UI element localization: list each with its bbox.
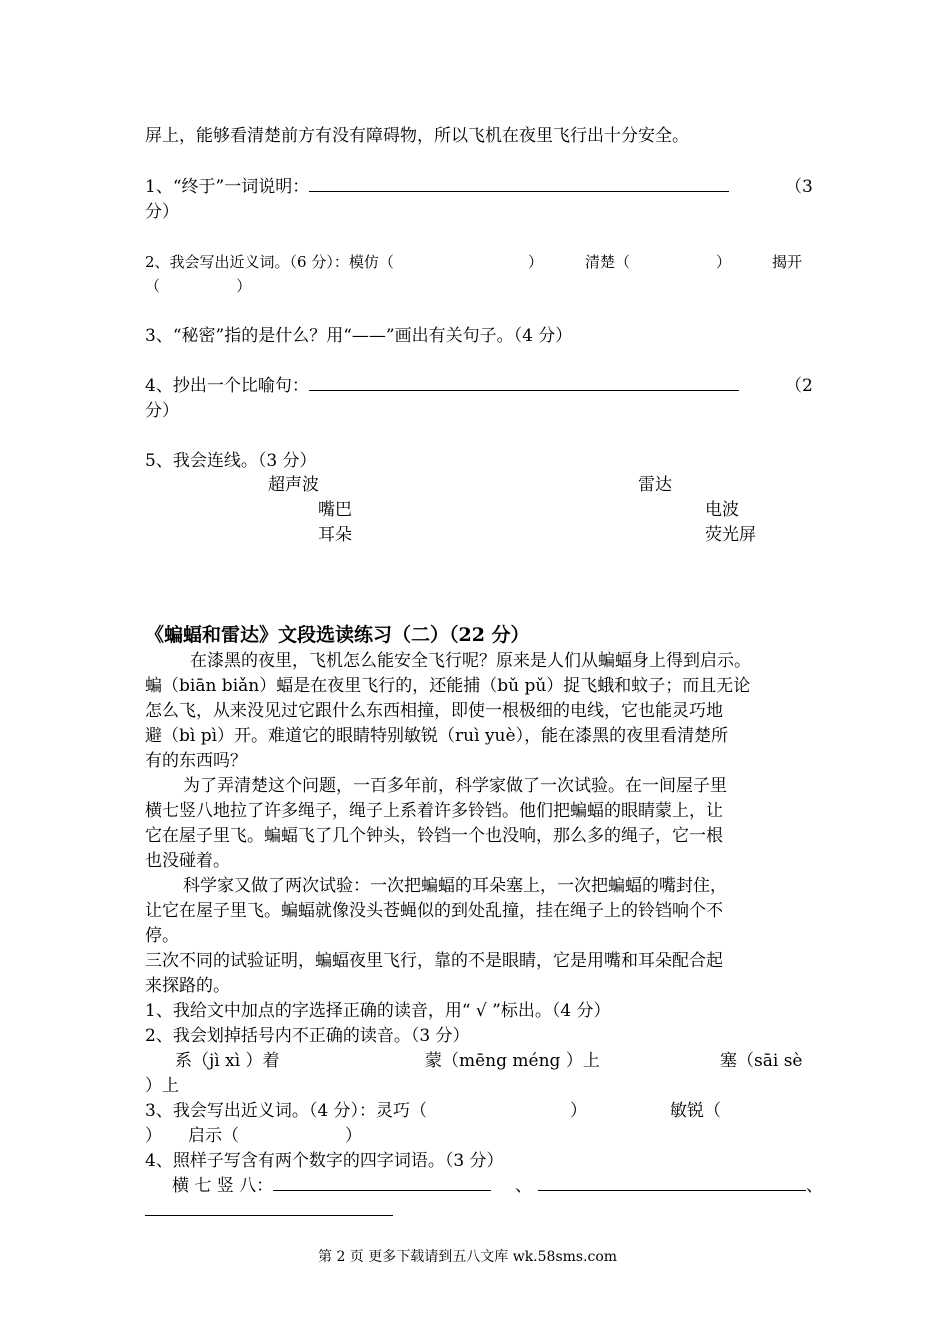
match-left-2[interactable]: 嘴巴	[318, 500, 352, 520]
para-line-11: 让它在屋子里飞。蝙蝠就像没头苍蝇似的到处乱撞，挂在绳子上的铃铛响个不	[145, 901, 723, 921]
p2-q4-blank-3[interactable]	[145, 1201, 393, 1216]
p1-q4	[145, 375, 739, 397]
match-left-3[interactable]: 耳朵	[318, 525, 352, 545]
p1-q2-line2: （ ）	[145, 277, 252, 295]
p1-q4-blank[interactable]	[309, 376, 739, 391]
p2-q4-example	[172, 1175, 491, 1197]
p2-q3-close1: ）	[570, 1101, 587, 1121]
match-right-2[interactable]: 电波	[705, 500, 739, 520]
p1-q2-close1: ）	[528, 253, 544, 271]
p2-q4-sep-1: 、	[515, 1176, 532, 1196]
para-line-10: 科学家又做了两次试验：一次把蝙蝠的耳朵塞上，一次把蝙蝠的嘴封住，	[183, 876, 727, 896]
p1-q5: 5、我会连线。（3 分）	[145, 451, 317, 471]
p1-q3: 3、“秘密”指的是什么？用“——”画出有关句子。（4 分）	[145, 326, 573, 346]
match-right-1[interactable]: 雷达	[638, 475, 672, 495]
p2-q2-item-2[interactable]: 蒙（mēng méng ）上	[425, 1051, 600, 1071]
match-left-1[interactable]: 超声波	[268, 475, 319, 495]
p1-q1	[145, 176, 729, 198]
p2-q4-sep-2: 、	[806, 1176, 823, 1196]
p1-q4-text: 4、抄出一个比喻句：	[145, 376, 309, 396]
p2-q4-blank-2[interactable]	[538, 1176, 806, 1191]
p2-q4: 4、照样子写含有两个数字的四字词语。（3 分）	[145, 1151, 504, 1171]
p2-q2-tail: ）上	[145, 1076, 179, 1096]
para-line-2: 蝙（biān biǎn）蝠是在夜里飞行的，还能捕（bǔ pǔ）捉飞蛾和蚊子；而且无论	[145, 676, 751, 696]
p1-q4-score: （2	[785, 376, 813, 396]
p2-q3-close2: ）	[145, 1126, 162, 1146]
p1-q1-blank[interactable]	[309, 177, 729, 192]
p2-q2-item-3[interactable]: 塞（sāi sè	[720, 1051, 803, 1071]
p1-q1-score: （3	[785, 177, 813, 197]
p2-q2-item-1[interactable]: 系（jì xì ）着	[175, 1051, 280, 1071]
p2-q3-close3: ）	[345, 1126, 362, 1146]
top-line: 屏上，能够看清楚前方有没有障碍物，所以飞机在夜里飞行出十分安全。	[145, 126, 689, 146]
para-line-13: 三次不同的试验证明，蝙蝠夜里飞行，靠的不是眼睛，它是用嘴和耳朵配合起	[145, 951, 723, 971]
p2-q3: 3、我会写出近义词。（4 分）：灵巧（	[145, 1101, 428, 1121]
para-line-1: 在漆黑的夜里，飞机怎么能安全飞行呢？原来是人们从蝙蝠身上得到启示。	[190, 651, 751, 671]
p2-q3-word3: 启示（	[188, 1126, 239, 1146]
p1-q2-word2: 清楚（	[585, 253, 631, 271]
para-line-8: 它在屋子里飞。蝙蝠飞了几个钟头，铃铛一个也没响，那么多的绳子，它一根	[145, 826, 723, 846]
para-line-5: 有的东西吗？	[145, 751, 247, 771]
para-line-12: 停。	[145, 926, 179, 946]
page-footer: 第 2 页 更多下载请到五八文库 wk.58sms.com	[318, 1249, 618, 1265]
para-line-9: 也没碰着。	[145, 851, 230, 871]
p2-q1: 1、我给文中加点的字选择正确的读音，用“ √ ”标出。（4 分）	[145, 1001, 611, 1021]
p1-q2-close2: ）	[716, 253, 732, 271]
p1-q2-word3: 揭开	[772, 253, 803, 271]
p2-q4-row	[538, 1175, 823, 1197]
p2-q3-word2: 敏锐（	[670, 1101, 721, 1121]
p2-q2: 2、我会划掉括号内不正确的读音。（3 分）	[145, 1026, 470, 1046]
section-title: 《蝙蝠和雷达》文段选读练习（二）（22 分）	[145, 624, 530, 646]
p1-q1-score-tail: 分）	[145, 202, 179, 222]
p1-q1-text: 1、“终于”一词说明：	[145, 177, 310, 197]
para-line-3: 怎么飞，从来没见过它跟什么东西相撞，即使一根极细的电线，它也能灵巧地	[145, 701, 723, 721]
para-line-6: 为了弄清楚这个问题，一百多年前，科学家做了一次试验。在一间屋子里	[183, 776, 727, 796]
p1-q2-text: 2、我会写出近义词。（6 分）：模仿（	[145, 253, 394, 271]
p2-q4-example-text: 横 七 竖 八：	[172, 1176, 274, 1196]
match-right-3[interactable]: 荧光屏	[705, 525, 756, 545]
p1-q4-score-tail: 分）	[145, 401, 179, 421]
p2-q4-row2	[145, 1200, 393, 1222]
para-line-14: 来探路的。	[145, 976, 230, 996]
para-line-4: 避（bì pì）开。难道它的眼睛特别敏锐（ruì yuè），能在漆黑的夜里看清楚所	[145, 726, 729, 746]
p2-q4-blank-1[interactable]	[273, 1176, 491, 1191]
para-line-7: 横七竖八地拉了许多绳子，绳子上系着许多铃铛。他们把蝙蝠的眼睛蒙上，让	[145, 801, 723, 821]
